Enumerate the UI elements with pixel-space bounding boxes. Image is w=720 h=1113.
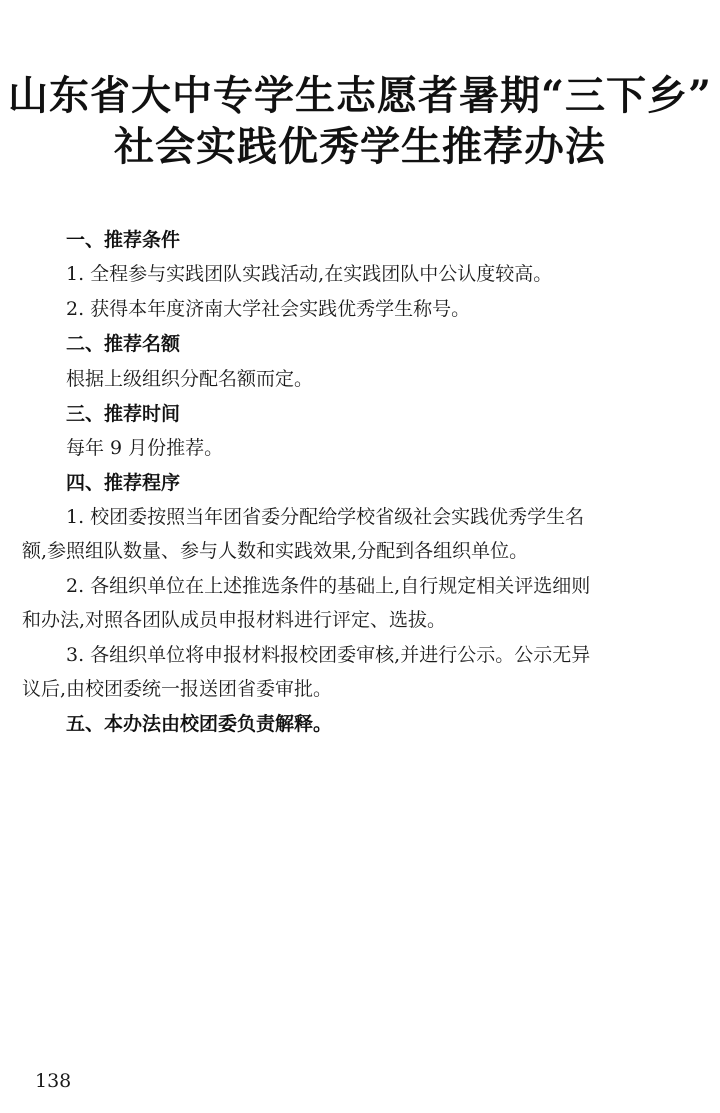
condition-item-1: 1. 全程参与实践团队实践活动,在实践团队中公认度较高。 [66,263,553,285]
section-heading-procedure: 四、推荐程序 [66,472,181,494]
section-heading-quota: 二、推荐名额 [66,333,181,355]
time-text: 每年 9 月份推荐。 [66,437,224,459]
condition-item-2: 2. 获得本年度济南大学社会实践优秀学生称号。 [66,298,471,320]
procedure-item-1-line-1: 1. 校团委按照当年团省委分配给学校省级社会实践优秀学生名 [66,506,585,528]
section-heading-interpretation: 五、本办法由校团委负责解释。 [66,713,333,735]
section-heading-time: 三、推荐时间 [66,403,181,425]
procedure-item-3-line-1: 3. 各组织单位将申报材料报校团委审核,并进行公示。公示无异 [66,644,591,666]
document-title-line-1: 山东省大中专学生志愿者暑期“三下乡” [7,72,712,119]
document-title-line-2: 社会实践优秀学生推荐办法 [114,123,606,170]
quota-text: 根据上级组织分配名额而定。 [66,368,314,390]
procedure-item-1-line-2: 额,参照组队数量、参与人数和实践效果,分配到各组织单位。 [22,540,529,562]
procedure-item-2-line-2: 和办法,对照各团队成员申报材料进行评定、选拔。 [22,609,447,631]
page-number: 138 [35,1070,72,1092]
procedure-item-3-line-2: 议后,由校团委统一报送团省委审批。 [22,678,333,700]
procedure-item-2-line-1: 2. 各组织单位在上述推选条件的基础上,自行规定相关评选细则 [66,575,591,597]
section-heading-conditions: 一、推荐条件 [66,229,181,251]
